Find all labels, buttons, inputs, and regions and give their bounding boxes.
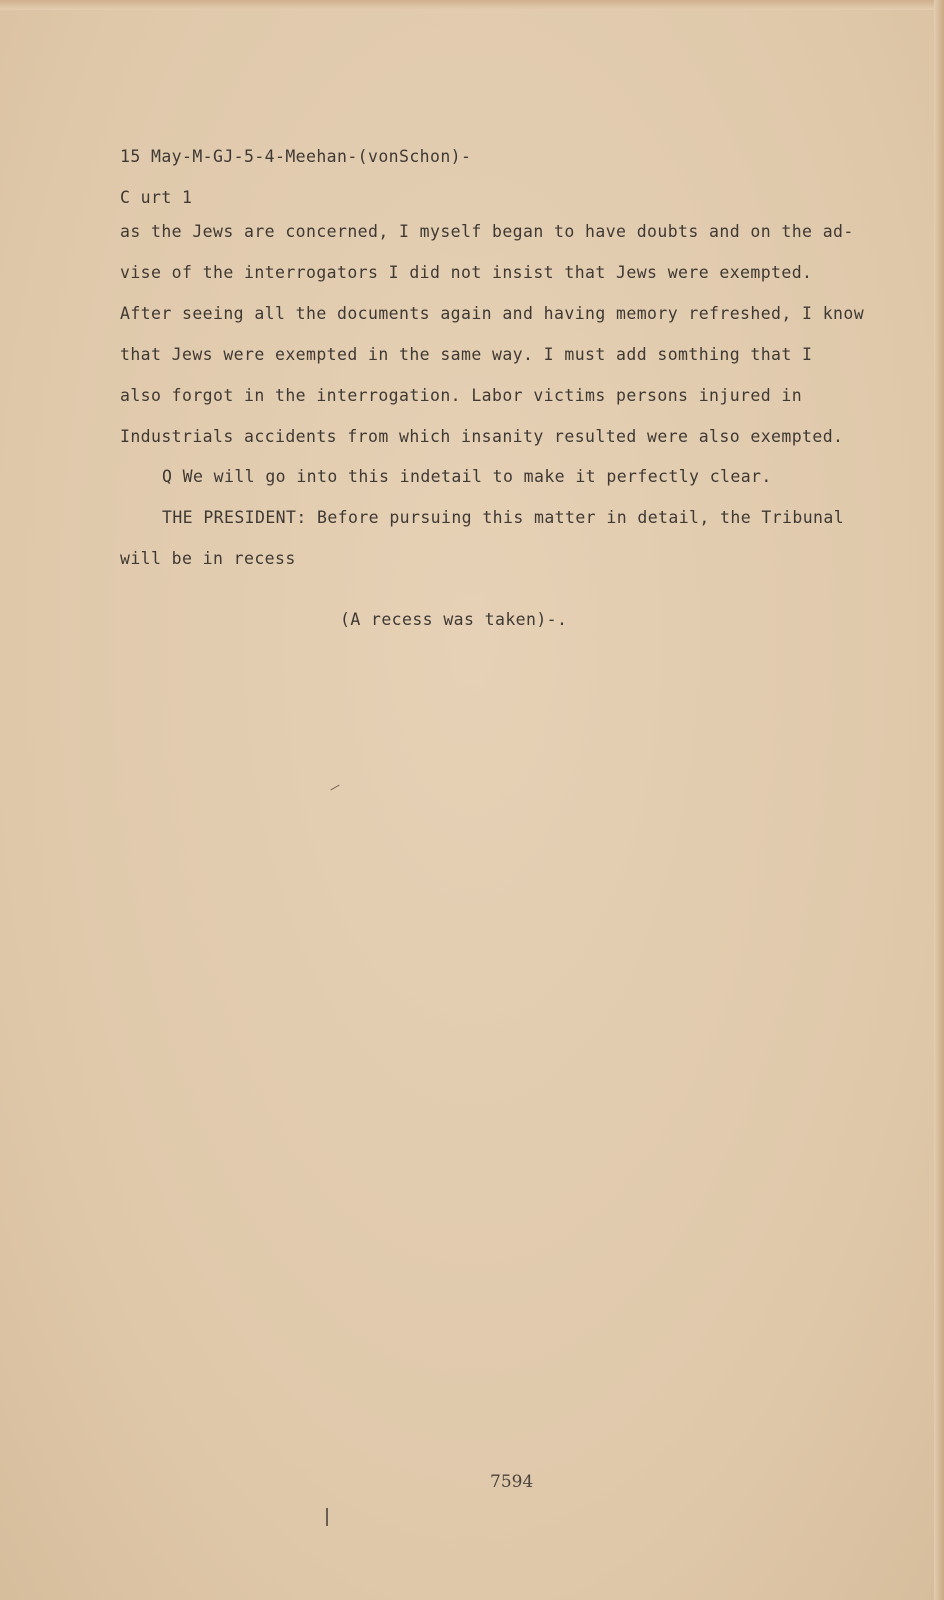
president-line-continued: will be in recess [120,549,296,568]
recess-note: (A recess was taken)-. [340,610,568,629]
body-line: also forgot in the interrogation. Labor victims persons injured in [120,386,803,405]
page-number: 7594 [490,1472,534,1492]
body-line: that Jews were exempted in the same way. I must add somthing that I [120,345,813,364]
paper-blemish [330,785,339,791]
body-line: After seeing all the documents again and having memory refreshed, I know [120,304,865,323]
court-label: C urt 1 [120,188,193,207]
president-line: THE PRESIDENT: Before pursuing this matter in detail, the Tribunal [162,508,845,527]
page-edge-right [934,0,944,1600]
paper-blemish [326,1508,328,1526]
page-edge-top [0,0,944,10]
body-line: as the Jews are concerned, I myself began to have doubts and on the ad- [120,222,854,241]
body-line: Industrials accidents from which insanity resulted were also exempted. [120,427,844,446]
question-line: Q We will go into this indetail to make it perfectly clear. [162,467,772,486]
body-line: vise of the interrogators I did not insist that Jews were exempted. [120,263,813,282]
transcript-header: 15 May-M-GJ-5-4-Meehan-(vonSchon)- [120,147,472,166]
